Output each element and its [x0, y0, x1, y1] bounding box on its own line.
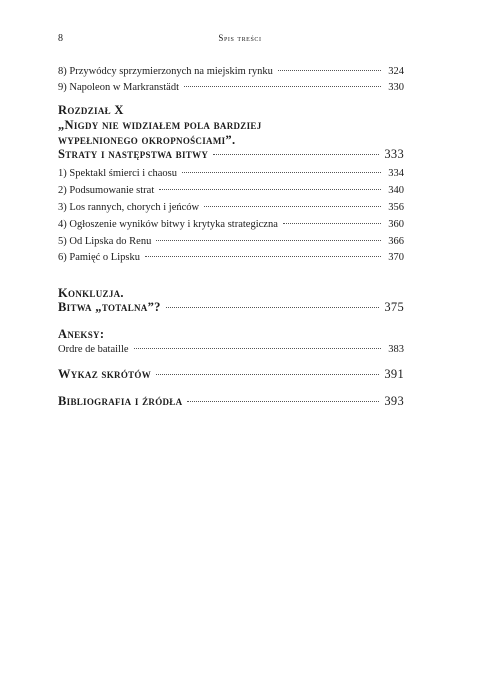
toc-entry[interactable] [58, 236, 404, 247]
toc-entry-label: Wykaz skrótów [58, 367, 152, 381]
chapter-x-title: Rozdział X [58, 103, 124, 117]
dot-leader [182, 172, 381, 173]
toc-entry[interactable] [58, 66, 404, 77]
toc-entry[interactable] [58, 344, 404, 355]
dot-leader [187, 401, 379, 402]
toc-entry-page: 383 [388, 344, 404, 355]
toc-entry-page: 366 [388, 236, 404, 247]
toc-entry[interactable] [58, 202, 404, 213]
toc-entry-label: Bibliografia i źródła [58, 394, 183, 408]
toc-entry-label: 3) Los rannych, chorych i jeńców [58, 202, 200, 213]
toc-entry[interactable] [58, 252, 404, 263]
toc-entry-page: 375 [384, 300, 404, 314]
dot-leader [204, 206, 381, 207]
toc-entry[interactable] [58, 82, 404, 93]
toc-entry-label: 1) Spektakl śmierci i chaosu [58, 168, 177, 179]
running-header: Spis treści [218, 33, 262, 43]
abbreviations-entry[interactable] [58, 367, 404, 382]
toc-entry-page: 393 [384, 394, 404, 408]
annex-title: Aneksy: [58, 327, 105, 341]
chapter-x-entry[interactable] [58, 147, 404, 162]
toc-entry-page: 333 [384, 147, 404, 161]
toc-entry-label: Ordre de bataille [58, 344, 129, 355]
dot-leader [145, 256, 381, 257]
dot-leader [134, 348, 381, 349]
chapter-x-title-line1: „Nigdy nie widziałem pola bardziej [58, 118, 262, 132]
chapter-x-title-line2: wypełnionego okropnościami”. [58, 133, 236, 147]
toc-entry-page: 330 [388, 82, 404, 93]
toc-entry-page: 391 [384, 367, 404, 381]
toc-entry[interactable] [58, 185, 404, 196]
toc-entry-label: Straty i następstwa bitwy [58, 147, 209, 161]
toc-entry-page: 334 [388, 168, 404, 179]
toc-entry-label: 2) Podsumowanie strat [58, 185, 155, 196]
toc-entry-page: 370 [388, 252, 404, 263]
conclusion-title: Konkluzja. [58, 286, 124, 300]
toc-entry-page: 340 [388, 185, 404, 196]
toc-entry[interactable] [58, 219, 404, 230]
toc-entry-page: 360 [388, 219, 404, 230]
page-number: 8 [58, 33, 63, 44]
dot-leader [184, 86, 381, 87]
toc-entry-label: Bitwa „totalna”? [58, 300, 161, 314]
toc-entry[interactable] [58, 168, 404, 179]
toc-entry-label: 9) Napoleon w Markranstädt [58, 82, 180, 93]
conclusion-entry[interactable] [58, 300, 404, 315]
toc-entry-page: 356 [388, 202, 404, 213]
dot-leader [159, 189, 381, 190]
toc-entry-page: 324 [388, 66, 404, 77]
toc-entry-label: 4) Ogłoszenie wyników bitwy i krytyka strategiczna [58, 219, 278, 230]
dot-leader [283, 223, 381, 224]
toc-entry-label: 5) Od Lipska do Renu [58, 236, 152, 247]
dot-leader [156, 240, 381, 241]
dot-leader [213, 154, 379, 155]
toc-entry-label: 6) Pamięć o Lipsku [58, 252, 140, 263]
dot-leader [278, 70, 381, 71]
toc-entry-label: 8) Przywódcy sprzymierzonych na miejskim rynku [58, 66, 273, 77]
bibliography-entry[interactable] [58, 394, 404, 409]
dot-leader [166, 307, 380, 308]
dot-leader [156, 374, 379, 375]
